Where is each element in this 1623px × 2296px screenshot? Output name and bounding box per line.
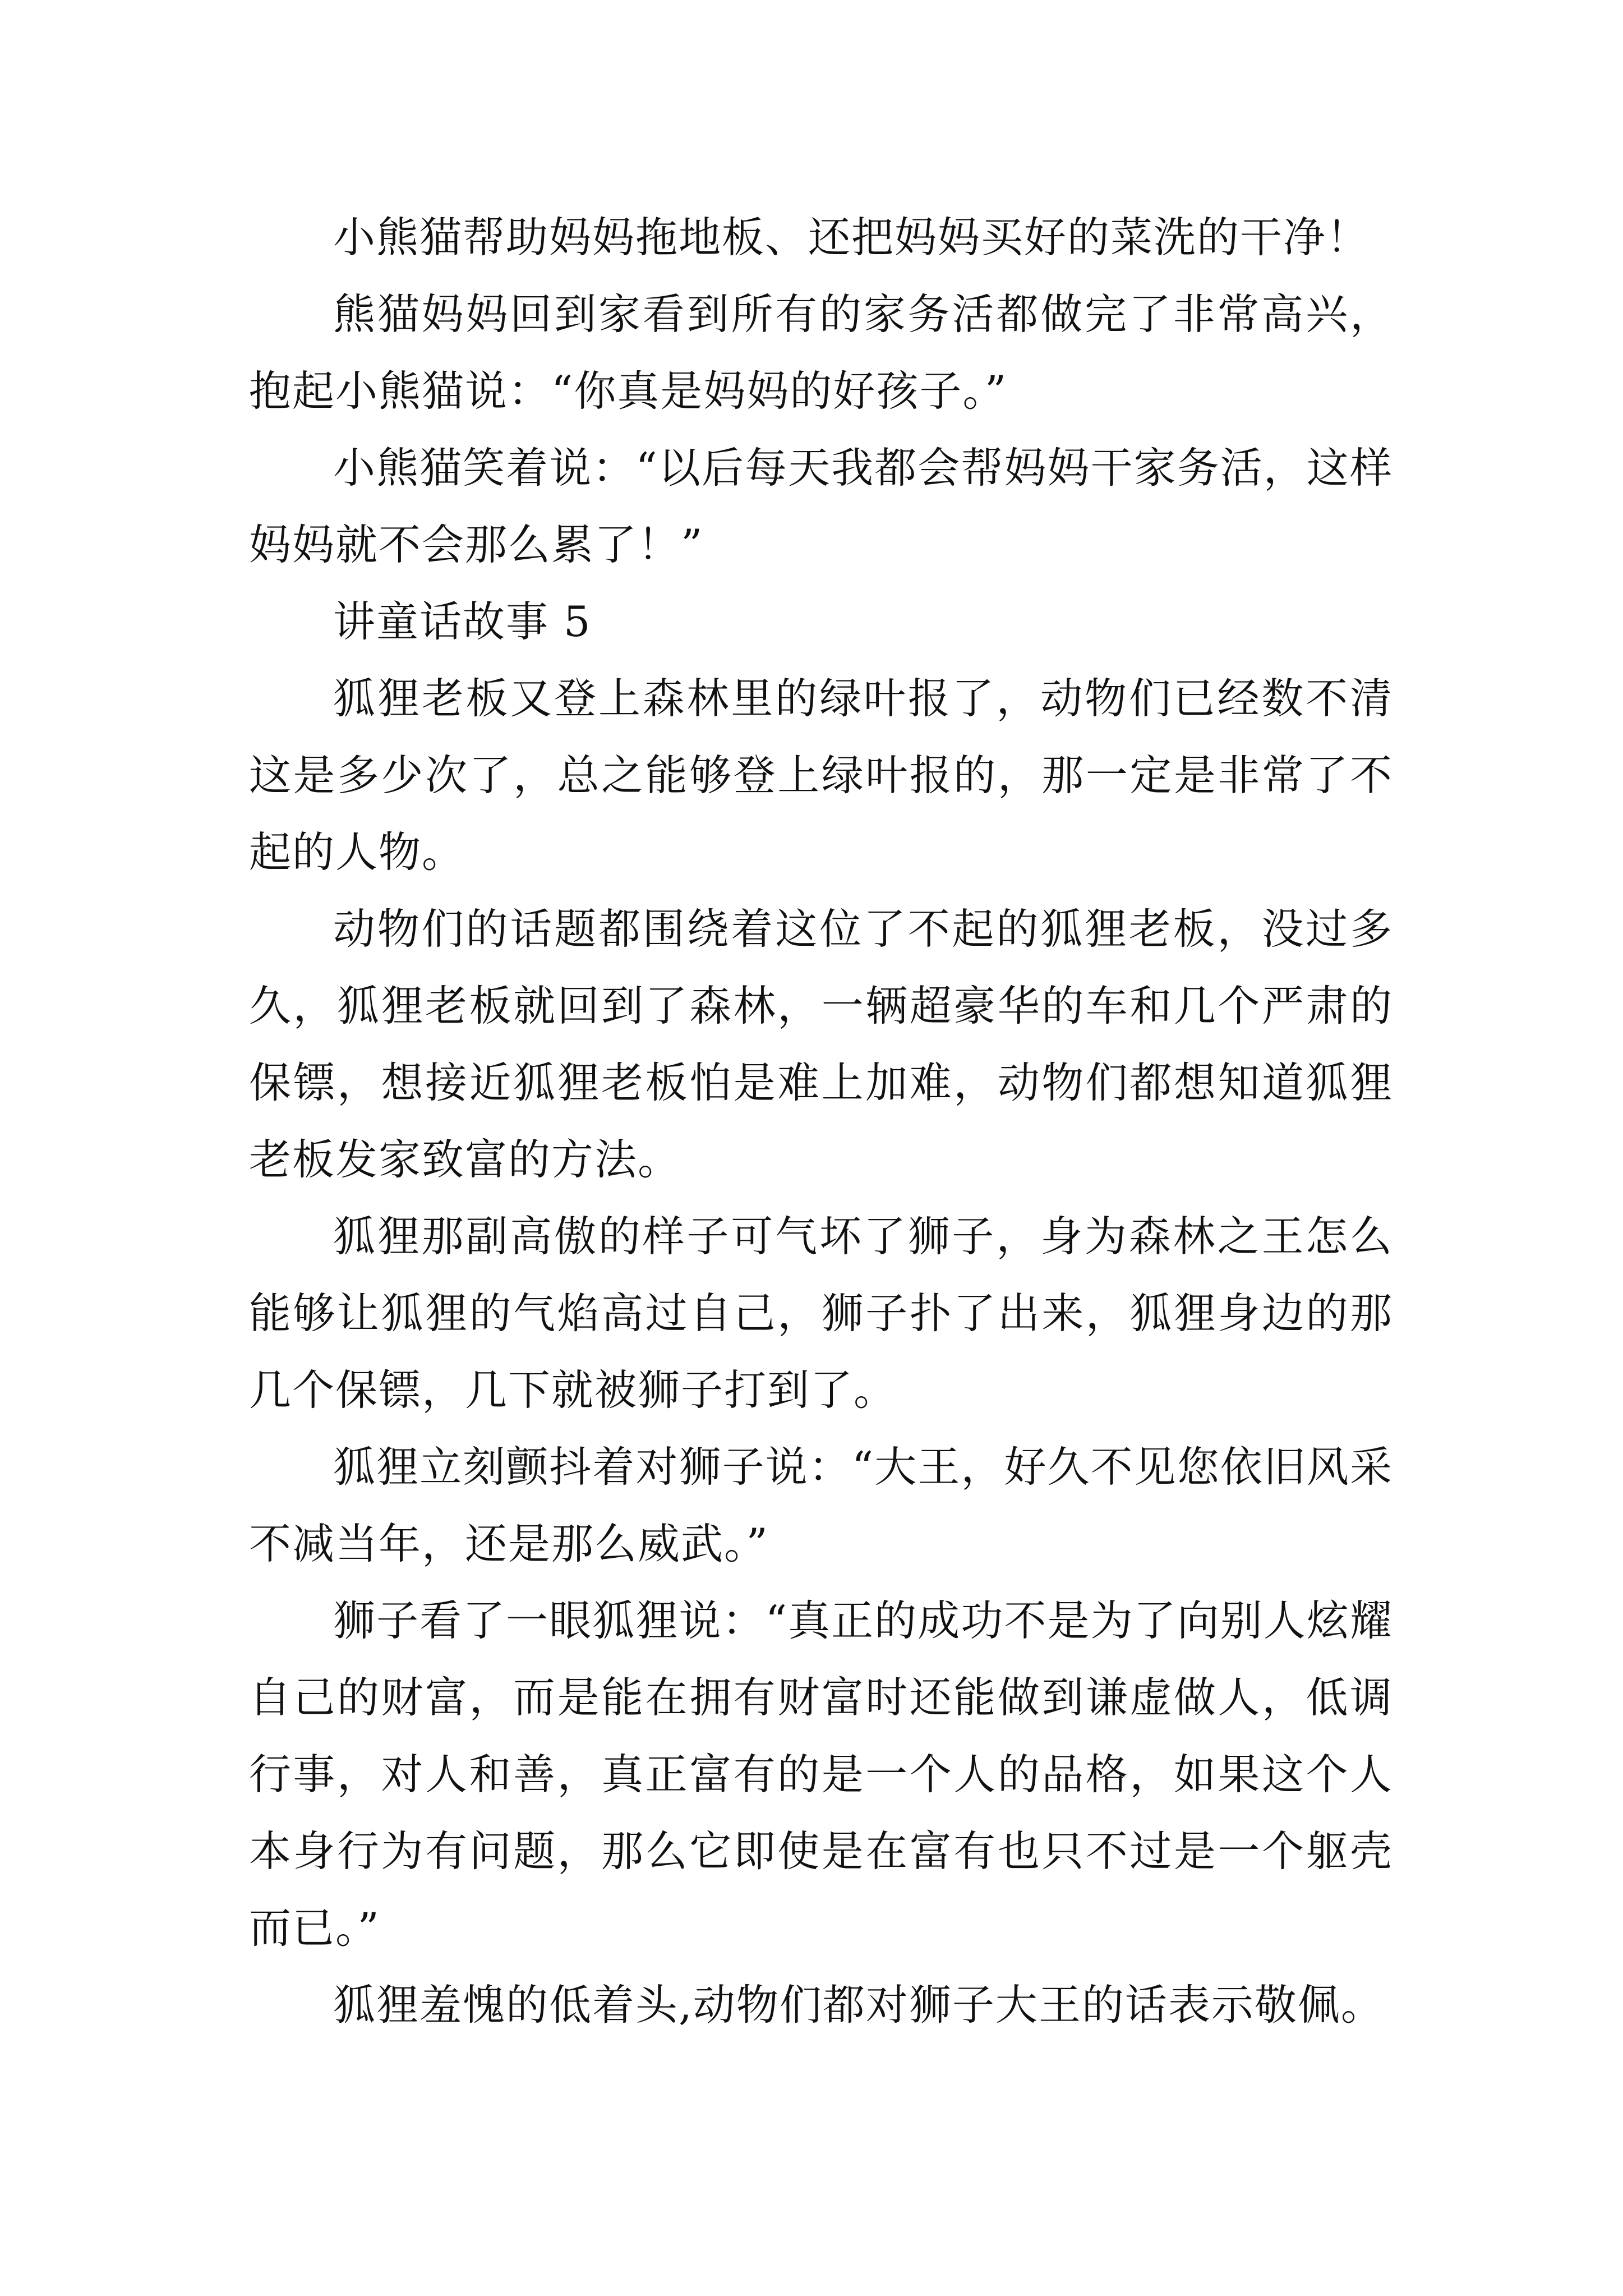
paragraph-1: 小熊猫帮助妈妈拖地板、还把妈妈买好的菜洗的干净！ — [333, 213, 1370, 262]
paragraph-6: 动物们的话题都围绕着这位了不起的狐狸老板，没过多久，狐狸老板就回到了森林，一辆超豪华的车和几个严肃的保镖，想接近狐狸老板怕是难上加难，动物们都想知道狐狸老板发家致富的方法。 — [249, 904, 1393, 1184]
paragraph-10: 狐狸羞愧的低着头,动物们都对狮子大王的话表示敬佩。 — [333, 1980, 1384, 2030]
paragraph-7: 狐狸那副高傲的样子可气坏了狮子，身为森林之王怎么能够让狐狸的气焰高过自己，狮子扑了出来，狐狸身边的那几个保镖，几下就被狮子打到了。 — [249, 1212, 1393, 1415]
paragraph-9: 狮子看了一眼狐狸说：“真正的成功不是为了向别人炫耀自己的财富，而是能在拥有财富时还能做到谦虚做人，低调行事，对人和善，真正富有的是一个人的品格，如果这个人本身行为有问题，那么它即使是在富有也只不过是一个躯壳而已。” — [249, 1596, 1393, 1953]
document-body — [249, 199, 1393, 2044]
paragraph-5: 狐狸老板又登上森林里的绿叶报了，动物们已经数不清这是多少次了，总之能够登上绿叶报的，那一定是非常了不起的人物。 — [249, 674, 1393, 877]
paragraph-8: 狐狸立刻颤抖着对狮子说：“大王，好久不见您依旧风采不减当年，还是那么威武。” — [249, 1442, 1393, 1568]
paragraph-2: 熊猫妈妈回到家看到所有的家务活都做完了非常高兴，抱起小熊猫说：“你真是妈妈的好孩子。” — [249, 289, 1393, 416]
paragraph-3: 小熊猫笑着说：“以后每天我都会帮妈妈干家务活，这样妈妈就不会那么累了！” — [249, 443, 1393, 569]
section-heading: 讲童话故事 5 — [333, 597, 592, 646]
